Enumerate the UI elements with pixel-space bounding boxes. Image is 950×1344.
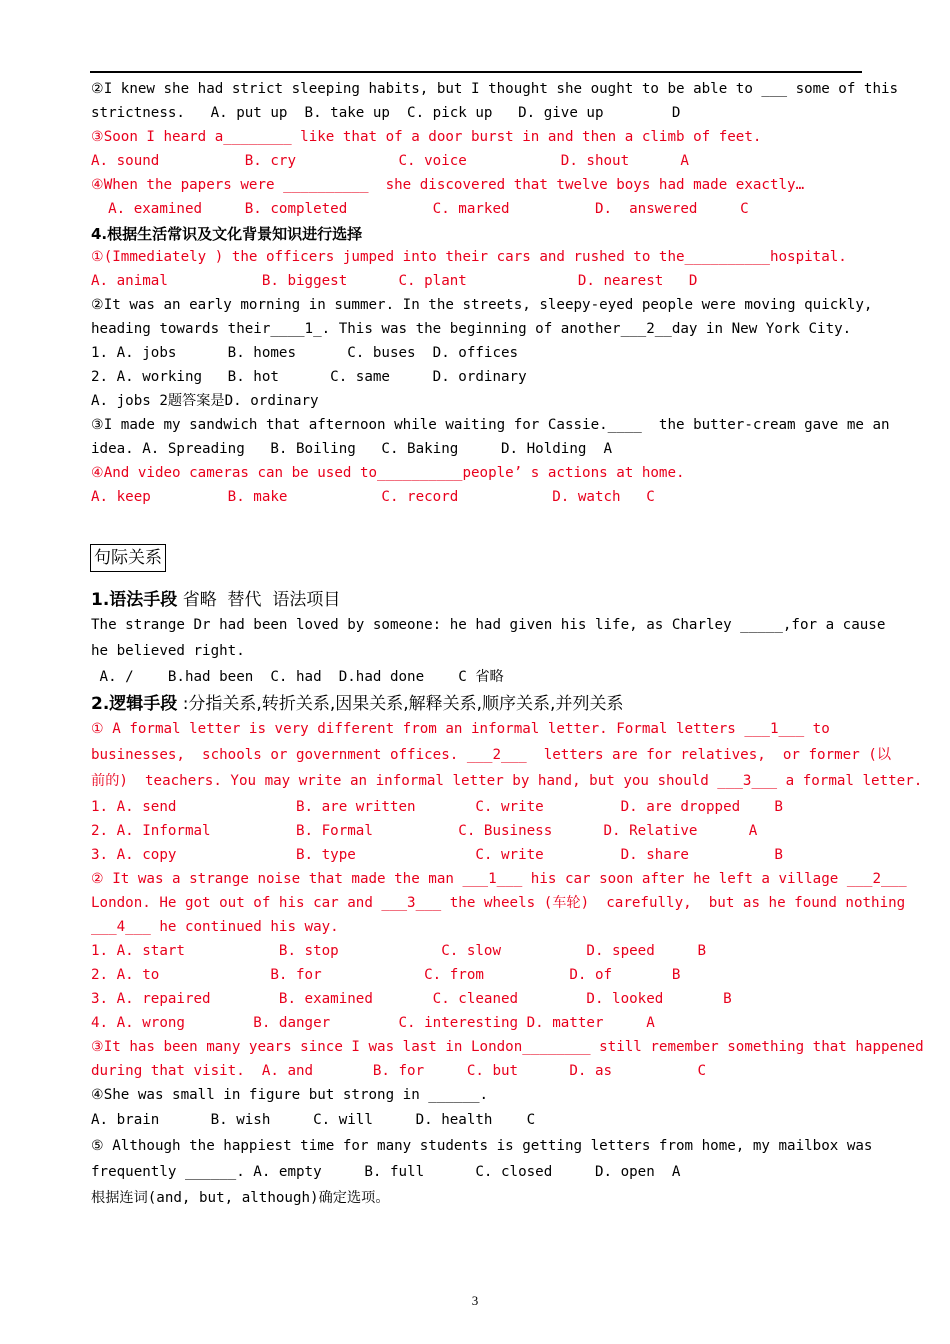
- q-line: ③It has been many years since I was last in London________ still remember something that happened: [91, 1039, 924, 1055]
- q-line: 3. A. copy B. type C. write D. share B: [91, 847, 783, 863]
- q-line: A. / B.had been C. had D.had done C 省略: [91, 669, 504, 685]
- q-line: 根据连词(and, but, although)确定选项。: [91, 1190, 390, 1206]
- q-line: ⑤ Although the happiest time for many students is getting letters from home, my mailbox was: [91, 1138, 873, 1154]
- q-line: ④She was small in figure but strong in ______.: [91, 1087, 489, 1103]
- subsection-items: 省略 替代 语法项目: [177, 590, 341, 610]
- q-line: ③Soon I heard a________ like that of a door burst in and then a climb of feet.: [91, 129, 762, 145]
- subsection-items: :分指关系,转折关系,因果关系,解释关系,顺序关系,并列关系: [177, 694, 624, 714]
- q-line: 1. A. start B. stop C. slow D. speed B: [91, 943, 706, 959]
- q-line: 前的) teachers. You may write an informal letter by hand, but you should ___3___ a formal letter.: [91, 773, 923, 789]
- q-line: London. He got out of his car and ___3___ the wheels (车轮) carefully, but as he found nothing: [91, 895, 906, 911]
- subsection-heading: [91, 689, 623, 714]
- q-line: ④And video cameras can be used to__________people’ s actions at home.: [91, 465, 685, 481]
- q-line: ②I knew she had strict sleeping habits, but I thought she ought to be able to ___ some of this: [91, 81, 899, 97]
- q-line: A. brain B. wish C. will D. health C: [91, 1112, 536, 1128]
- q-line: ② It was a strange noise that made the man ___1___ his car soon after he left a village ___2___: [91, 871, 907, 887]
- q-line: 1. A. send B. are written C. write D. are dropped B: [91, 799, 783, 815]
- q-line: 3. A. repaired B. examined C. cleaned D. looked B: [91, 991, 732, 1007]
- q-line: ① A formal letter is very different from an informal letter. Formal letters ___1___ to: [91, 721, 830, 737]
- q-line: A. jobs 2题答案是D. ordinary: [91, 393, 319, 409]
- subsection-label: 1.语法手段: [91, 590, 178, 610]
- q-line: he believed right.: [91, 643, 245, 659]
- top-rule: [90, 71, 862, 73]
- section-box-title: 句际关系: [90, 544, 166, 572]
- subsection-label: 2.逻辑手段: [91, 694, 178, 714]
- q-line: ④When the papers were __________ she discovered that twelve boys had made exactly…: [91, 177, 805, 193]
- q-line: 2. A. to B. for C. from D. of B: [91, 967, 681, 983]
- q-line: The strange Dr had been loved by someone: he had given his life, as Charley _____,for a cause: [91, 617, 886, 633]
- section-heading: 4.根据生活常识及文化背景知识进行选择: [91, 225, 363, 243]
- q-line: strictness. A. put up B. take up C. pick up D. give up D: [91, 105, 681, 121]
- q-line: ③I made my sandwich that afternoon while waiting for Cassie.____ the butter-cream gave me an: [91, 417, 890, 433]
- q-line: A. examined B. completed C. marked D. answered C: [91, 201, 749, 217]
- q-line: 2. A. Informal B. Formal C. Business D. Relative A: [91, 823, 758, 839]
- q-line: ①(Immediately ) the officers jumped into their cars and rushed to the__________hospital.: [91, 249, 847, 265]
- q-line: 4. A. wrong B. danger C. interesting D. matter A: [91, 1015, 655, 1031]
- q-line: A. animal B. biggest C. plant D. nearest D: [91, 273, 698, 289]
- subsection-heading: [91, 585, 340, 610]
- q-line: idea. A. Spreading B. Boiling C. Baking D. Holding A: [91, 441, 613, 457]
- q-line: during that visit. A. and B. for C. but D. as C: [91, 1063, 706, 1079]
- q-line: ②It was an early morning in summer. In the streets, sleepy-eyed people were moving quickly,: [91, 297, 873, 313]
- q-line: heading towards their____1_. This was the beginning of another___2__day in New York City.: [91, 321, 852, 337]
- q-line: A. sound B. cry C. voice D. shout A: [91, 153, 689, 169]
- q-line: A. keep B. make C. record D. watch C: [91, 489, 655, 505]
- q-line: 2. A. working B. hot C. same D. ordinary: [91, 369, 527, 385]
- q-line: ___4___ he continued his way.: [91, 919, 339, 935]
- q-line: frequently ______. A. empty B. full C. closed D. open A: [91, 1164, 681, 1180]
- q-line: businesses, schools or government offices. ___2___ letters are for relatives, or former (以: [91, 747, 892, 763]
- q-line: 1. A. jobs B. homes C. buses D. offices: [91, 345, 519, 361]
- page-number: 3: [471, 1293, 479, 1308]
